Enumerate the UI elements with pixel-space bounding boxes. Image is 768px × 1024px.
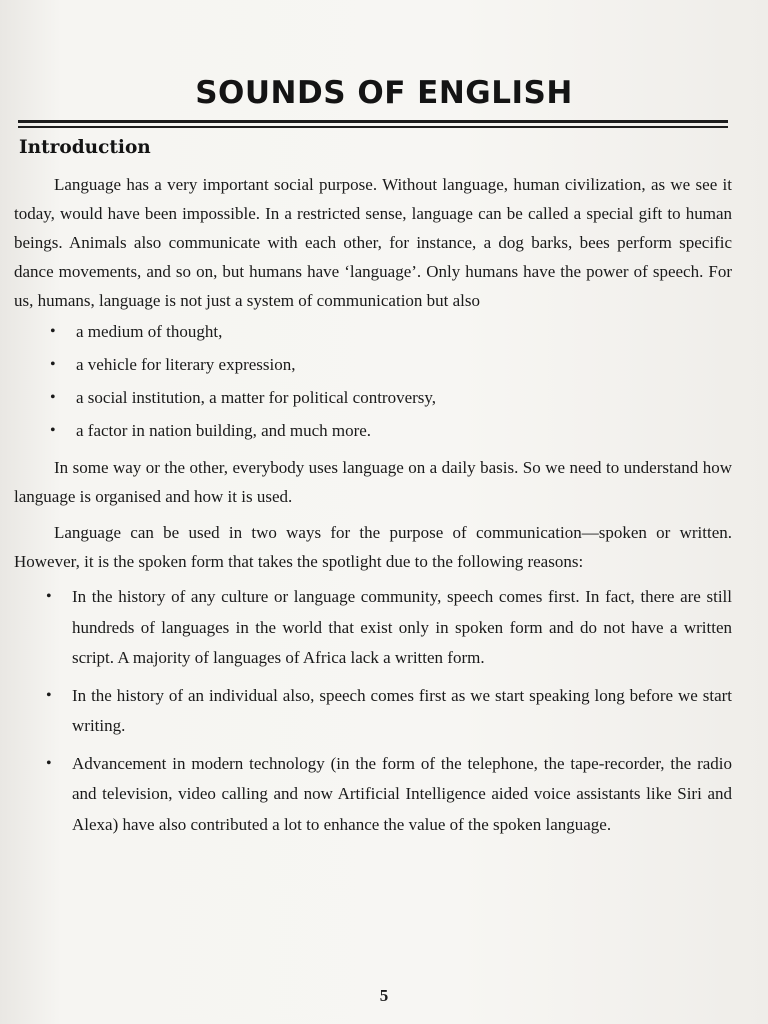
list-item — [46, 681, 732, 742]
list-item-text: a social institution, a matter for political controversy, — [76, 388, 437, 407]
daily-use-paragraph: In some way or the other, everybody uses language on a daily basis. So we need to understand how language is organised and how it is used. — [14, 458, 732, 506]
bullet-icon: • — [50, 422, 56, 439]
list-item-text: a vehicle for literary expression, — [76, 355, 296, 374]
bullet-icon: • — [50, 356, 56, 373]
list-item — [50, 414, 732, 447]
title-rule-thin — [18, 126, 728, 128]
list-item-text: a factor in nation building, and much more. — [76, 421, 372, 440]
list-item — [50, 315, 732, 348]
list-item-text: In the history of an individual also, speech comes first as we start speaking long before we start writing. — [72, 685, 732, 735]
list-item — [46, 582, 732, 674]
two-ways-paragraph: Language can be used in two ways for the purpose of communication—spoken or written. However, it is the spoken form that takes the spotlight due to the following reasons: — [14, 523, 732, 571]
bullet-icon: • — [46, 588, 52, 605]
language-roles-list — [14, 315, 732, 447]
page-number: 5 — [379, 986, 389, 1005]
list-item-text: In the history of any culture or language community, speech comes first. In fact, there are still hundreds of languages in the world that exist only in spoken form and do not have a written script. A majority of languages of Africa lack a written form. — [72, 587, 732, 667]
list-item — [46, 749, 732, 841]
chapter-title: SOUNDS OF ENGLISH — [195, 75, 573, 111]
body-text — [14, 170, 732, 847]
list-item — [50, 381, 732, 414]
bullet-icon: • — [46, 754, 52, 772]
bullet-icon: • — [50, 389, 56, 406]
reasons-list — [14, 582, 732, 840]
section-heading: Introduction — [19, 137, 151, 158]
list-item — [50, 348, 732, 381]
list-item-text: Advancement in modern technology (in the form of the telephone, the tape-recorder, the radio and television, video calling and now Artificial Intelligence aided voice assistants like Siri and Alexa) have also contributed a lot to enhance the value of the spoken language. — [72, 753, 732, 834]
intro-paragraph: Language has a very important social purpose. Without language, human civilization, as we see it today, would have been impossible. In a restricted sense, language can be called a special gift to human beings. Animals also communicate with each other, for instance, a dog barks, bees perform specific dance movements, and so on, but humans have ‘language’. Only humans have the power of speech. For us, humans, language is not just a system of communication but also — [14, 175, 732, 310]
bullet-icon: • — [50, 323, 56, 340]
bullet-icon: • — [46, 686, 52, 704]
list-item-text: a medium of thought, — [76, 322, 223, 341]
title-rule-thick — [18, 120, 728, 123]
